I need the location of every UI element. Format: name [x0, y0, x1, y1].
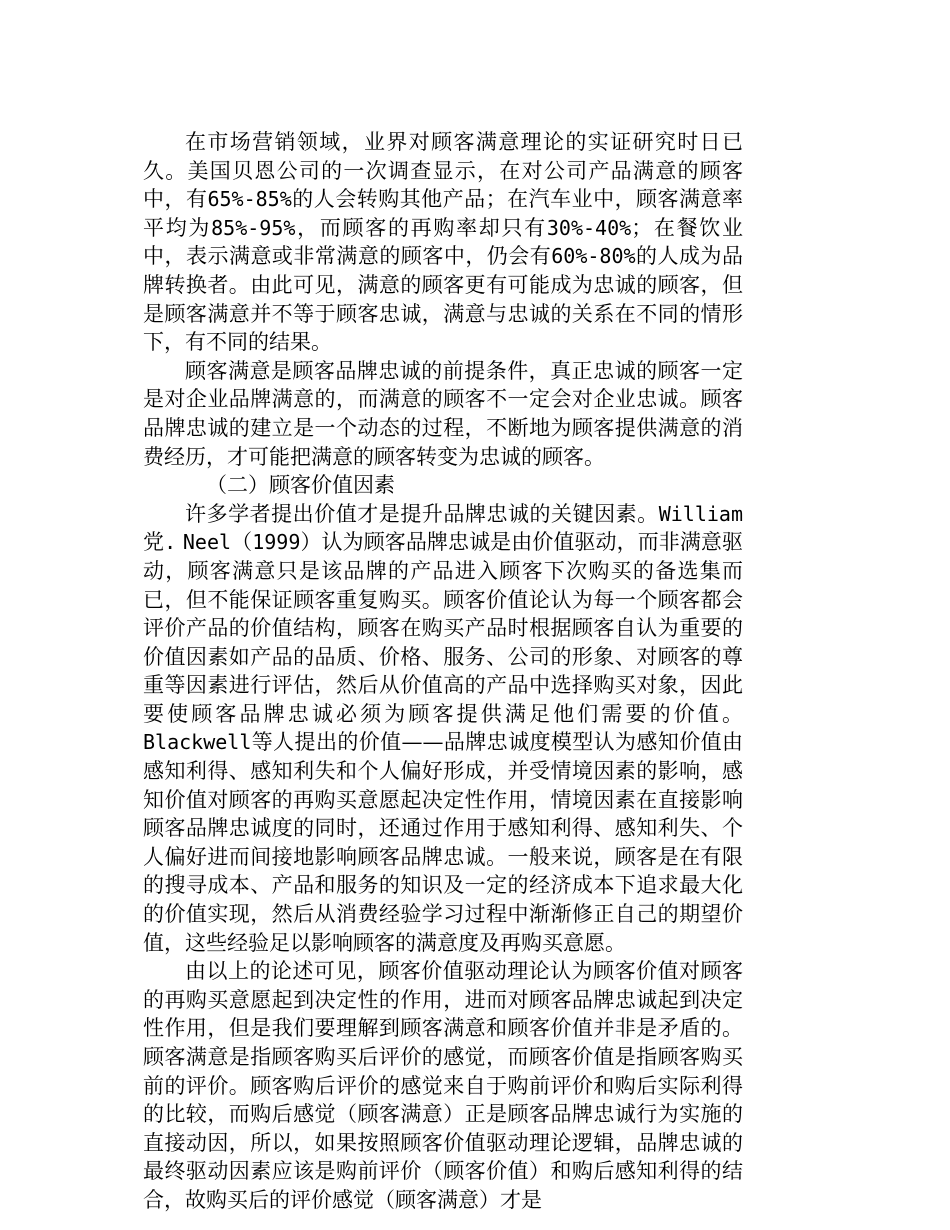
paragraph-customer-value: 许多学者提出价值才是提升品牌忠诚的关键因素。William 党. Neel（1999）认为顾客品牌忠诚是由价值驱动，而非满意驱动，顾客满意只是该品牌的产品进入顾客下次购买的备选集而已，但不能保证顾客重复购买。顾客价值论认为每一个顾客都会评价产品的价值结构，顾客在购买产品时根据顾客自认为重要的价值因素如产品的品质、价格、服务、公司的形象、对顾客的尊重等因素进行评估，然后从价值高的产品中选择购买对象，因此要使顾客品牌忠诚必须为顾客提供满足他们需要的价值。Blackwell等人提出的价值——品牌忠诚度模型认为感知价值由感知利得、感知利失和个人偏好形成，并受情境因素的影响，感知价值对顾客的再购买意愿起决定性作用，情境因素在直接影响顾客品牌忠诚度的同时，还通过作用于感知利得、感知利失、个人偏好进而间接地影响顾客品牌忠诚。一般来说，顾客是在有限的搜寻成本、产品和服务的知识及一定的经济成本下追求最大化的价值实现，然后从消费经验学习过程中渐渐修正自己的期望价值，这些经验足以影响顾客的满意度及再购买意愿。 [143, 501, 744, 955]
paragraph-satisfaction-precondition: 顾客满意是顾客品牌忠诚的前提条件，真正忠诚的顾客一定是对企业品牌满意的，而满意的顾客不一定会对企业忠诚。顾客品牌忠诚的建立是一个动态的过程，不断地为顾客提供满意的消费经历，才可能把满意的顾客转变为忠诚的顾客。 [143, 358, 743, 469]
section-heading-customer-value: （二）顾客价值因素 [206, 473, 395, 498]
paragraph-satisfaction-research: 在市场营销领域，业界对顾客满意理论的实证研究时日已久。美国贝恩公司的一次调查显示，在对公司产品满意的顾客中，有65%-85%的人会转购其他产品；在汽车业中，顾客满意率平均为85%-95%，而顾客的再购率却只有30%-40%；在餐饮业中，表示满意或非常满意的顾客中，仍会有60%-80%的人成为品牌转换者。由此可见，满意的顾客更有可能成为忠诚的顾客，但是顾客满意并不等于顾客忠诚，满意与忠诚的关系在不同的情形下，有不同的结果。 [143, 130, 744, 355]
document-page [143, 128, 743, 1215]
paragraph-conclusion: 由以上的论述可见，顾客价值驱动理论认为顾客价值对顾客的再购买意愿起到决定性的作用，进而对顾客品牌忠诚起到决定性作用，但是我们要理解到顾客满意和顾客价值并非是矛盾的。顾客满意是指顾客购买后评价的感觉，而顾客价值是指顾客购买前的评价。顾客购后评价的感觉来自于购前评价和购后实际利得的比较，而购后感觉（顾客满意）正是顾客品牌忠诚行为实施的直接动因，所以，如果按照顾客价值驱动理论逻辑，品牌忠诚的最终驱动因素应该是购前评价（顾客价值）和购后感知利得的结合，故购买后的评价感觉（顾客满意）才是 [143, 959, 743, 1212]
